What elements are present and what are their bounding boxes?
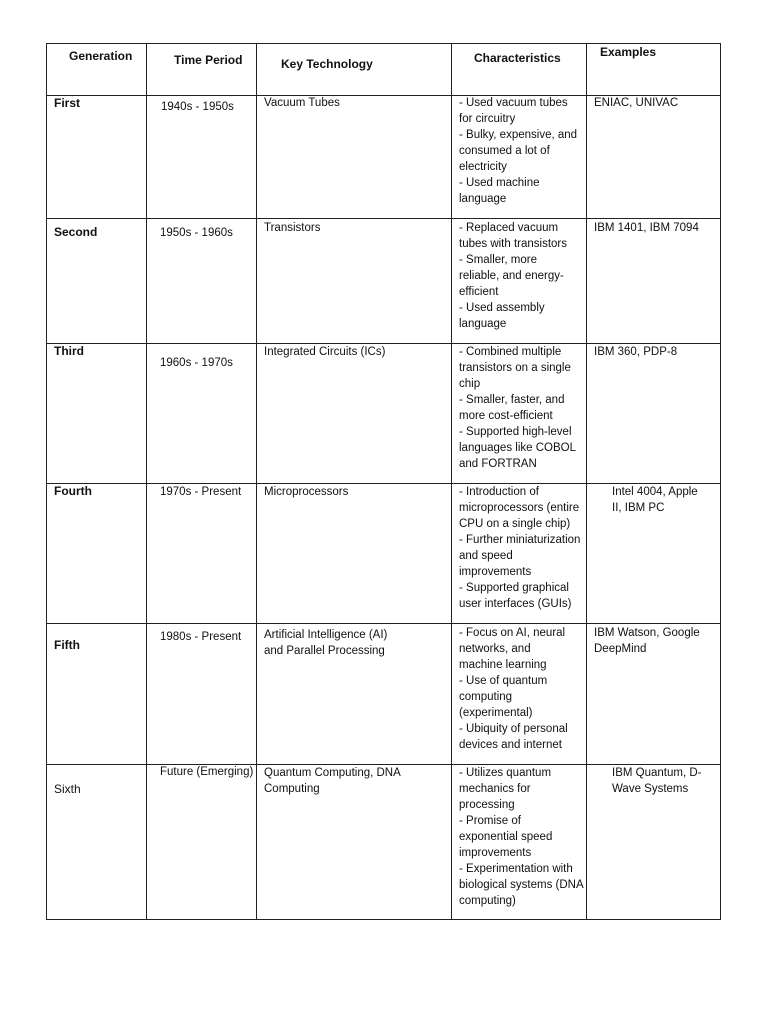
row-examples: Intel 4004, Apple II, IBM PC [612, 486, 698, 514]
row-generation: Second [54, 225, 98, 239]
row-examples: IBM Watson, Google DeepMind [594, 627, 700, 655]
header-key-technology: Key Technology [281, 57, 373, 71]
row-time-period: Future (Emerging) [160, 766, 254, 778]
row-characteristics: - Focus on AI, neural networks, and machine learning - Use of quantum computing (experimental) - Ubiquity of personal devices and internet [459, 627, 568, 751]
column-divider [586, 44, 587, 919]
row-characteristics: - Introduction of microprocessors (entire CPU on a single chip) - Further miniaturization and speed improvements - Supported graphical user interfaces (GUIs) [459, 486, 581, 610]
row-characteristics: - Used vacuum tubes for circuitry - Bulky, expensive, and consumed a lot of electricity - Used machine language [459, 97, 578, 205]
row-time-period: 1940s - 1950s [161, 101, 234, 113]
row-divider [47, 218, 720, 219]
column-divider [451, 44, 452, 919]
row-examples: IBM 1401, IBM 7094 [594, 222, 699, 234]
row-time-period: 1950s - 1960s [160, 227, 233, 239]
row-characteristics: - Utilizes quantum mechanics for processing - Promise of exponential speed improvements - Experimentation with biological systems (DNA computing) [459, 767, 584, 907]
row-generation: Third [54, 344, 84, 358]
row-examples: IBM Quantum, D- Wave Systems [612, 767, 702, 795]
row-time-period: 1980s - Present [160, 631, 242, 643]
row-examples: IBM 360, PDP-8 [594, 346, 678, 358]
row-key-technology: Integrated Circuits (ICs) [264, 346, 386, 358]
row-generation: First [54, 96, 81, 110]
row-key-technology: Microprocessors [264, 486, 349, 498]
row-characteristics: - Combined multiple transistors on a single chip - Smaller, faster, and more cost-efficient - Supported high-level languages like COBOL and FORTRAN [459, 346, 576, 470]
column-divider [146, 44, 147, 919]
column-divider [256, 44, 257, 919]
row-generation: Fourth [54, 484, 92, 498]
row-key-technology: Quantum Computing, DNA Computing [264, 767, 401, 795]
row-divider [47, 623, 720, 624]
row-key-technology: Artificial Intelligence (AI) and Parallel Processing [264, 629, 388, 657]
row-generation: Sixth [54, 782, 81, 796]
row-time-period: 1960s - 1970s [160, 357, 233, 369]
header-generation: Generation [69, 49, 133, 63]
row-generation: Fifth [54, 638, 80, 652]
row-key-technology: Transistors [264, 222, 321, 234]
header-time-period: Time Period [174, 53, 243, 67]
row-key-technology: Vacuum Tubes [264, 97, 340, 109]
row-examples: ENIAC, UNIVAC [594, 97, 679, 109]
generations-table [46, 43, 721, 920]
row-time-period: 1970s - Present [160, 486, 242, 498]
header-examples: Examples [600, 45, 657, 59]
header-characteristics: Characteristics [474, 51, 561, 65]
row-characteristics: - Replaced vacuum tubes with transistors - Smaller, more reliable, and energy- efficient - Used assembly language [459, 222, 568, 330]
